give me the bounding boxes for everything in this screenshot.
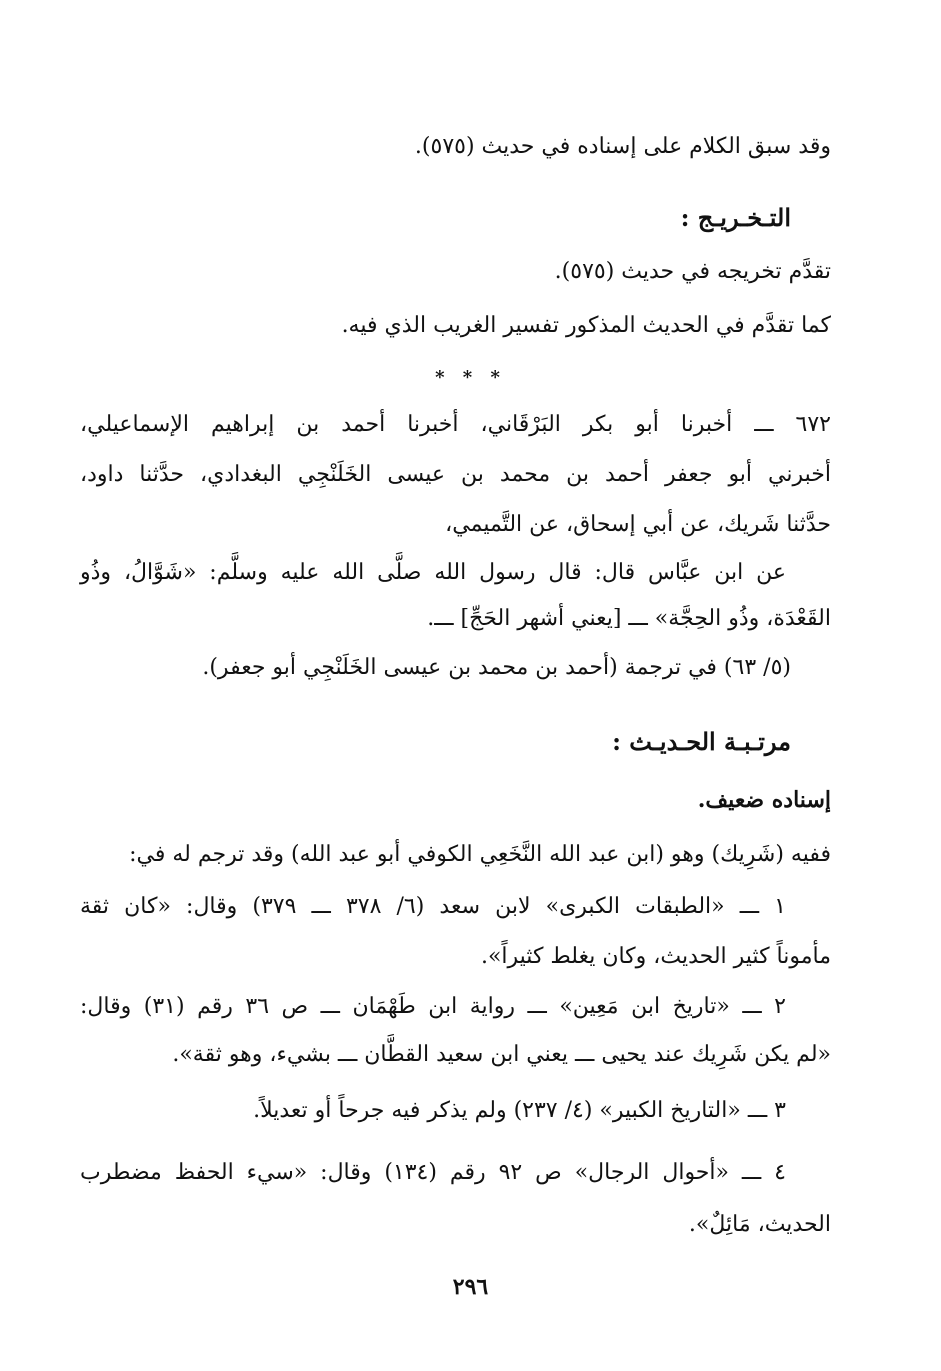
text-line: ففيه (شَرِيك) وهو (ابن عبد الله النَّخَعِي الكوفي أبو عبد الله) وقد ترجم له في: [129,842,831,867]
text-line: ٤ ـــ «أحوال الرجال» ص ٩٢ رقم (١٣٤) وقال: «سيء الحفظ مضطرب [80,1160,786,1185]
text-line: عن ابن عبَّاس قال: قال رسول الله صلَّى الله عليه وسلَّم: «شَوَّالُ، وذُو [80,560,786,585]
text-line: كما تقدَّم في الحديث المذكور تفسير الغريب الذي فيه. [341,313,831,338]
section-divider-stars: * * * [435,367,506,388]
section-heading-takhrij: التـخـريـج : [680,203,791,232]
text-line: أخبرني أبو جعفر أحمد بن محمد بن عيسى الخَلَنْجِي البغدادي، حدَّثنا داود، [80,462,831,487]
text-line: «لم يكن شَرِيك عند يحيى ـــ يعني ابن سعيد القطَّان ـــ بشيء، وهو ثقة». [172,1042,831,1067]
text-line: إسناده ضعيف. [697,787,831,813]
text-line: تقدَّم تخريجه في حديث (٥٧٥). [554,259,831,284]
text-line: الحديث، مَائِلٌ». [688,1212,831,1237]
text-line: ٣ ـــ «التاريخ الكبير» (٤/ ٢٣٧) ولم يذكر فيه جرحاً أو تعديلاً. [253,1098,786,1123]
text-line: القَعْدَة، وذُو الحِجَّة» ـــ [يعني أشهر الحَجِّ] ـــ. [427,606,831,631]
text-line: حدَّثنا شَريك، عن أبي إسحاق، عن التَّميمي، [445,512,831,537]
text-line: ٢ ـــ «تاريخ ابن مَعِين» ـــ رواية ابن طَهْمَان ـــ ص ٣٦ رقم (٣١) وقال: [80,994,786,1019]
page-number: ٢٩٦ [452,1274,489,1300]
section-heading-rank: مرتـبـة الحـديـث : [612,727,791,756]
text-line: ٦٧٢ ـــ أخبرنا أبو بكر البَرْقَاني، أخبرنا أحمد بن إبراهيم الإسماعيلي، [80,412,831,437]
text-line: ١ ـــ «الطبقات الكبرى» لابن سعد (٦/ ٣٧٨ ـــ ٣٧٩) وقال: «كان ثقة [80,894,786,919]
text-line: وقد سبق الكلام على إسناده في حديث (٥٧٥). [414,134,831,159]
text-line: (٥/ ٦٣) في ترجمة (أحمد بن محمد بن عيسى الخَلَنْجِي أبو جعفر). [202,655,791,680]
text-line: مأموناً كثير الحديث، وكان يغلط كثيراً». [480,944,831,969]
